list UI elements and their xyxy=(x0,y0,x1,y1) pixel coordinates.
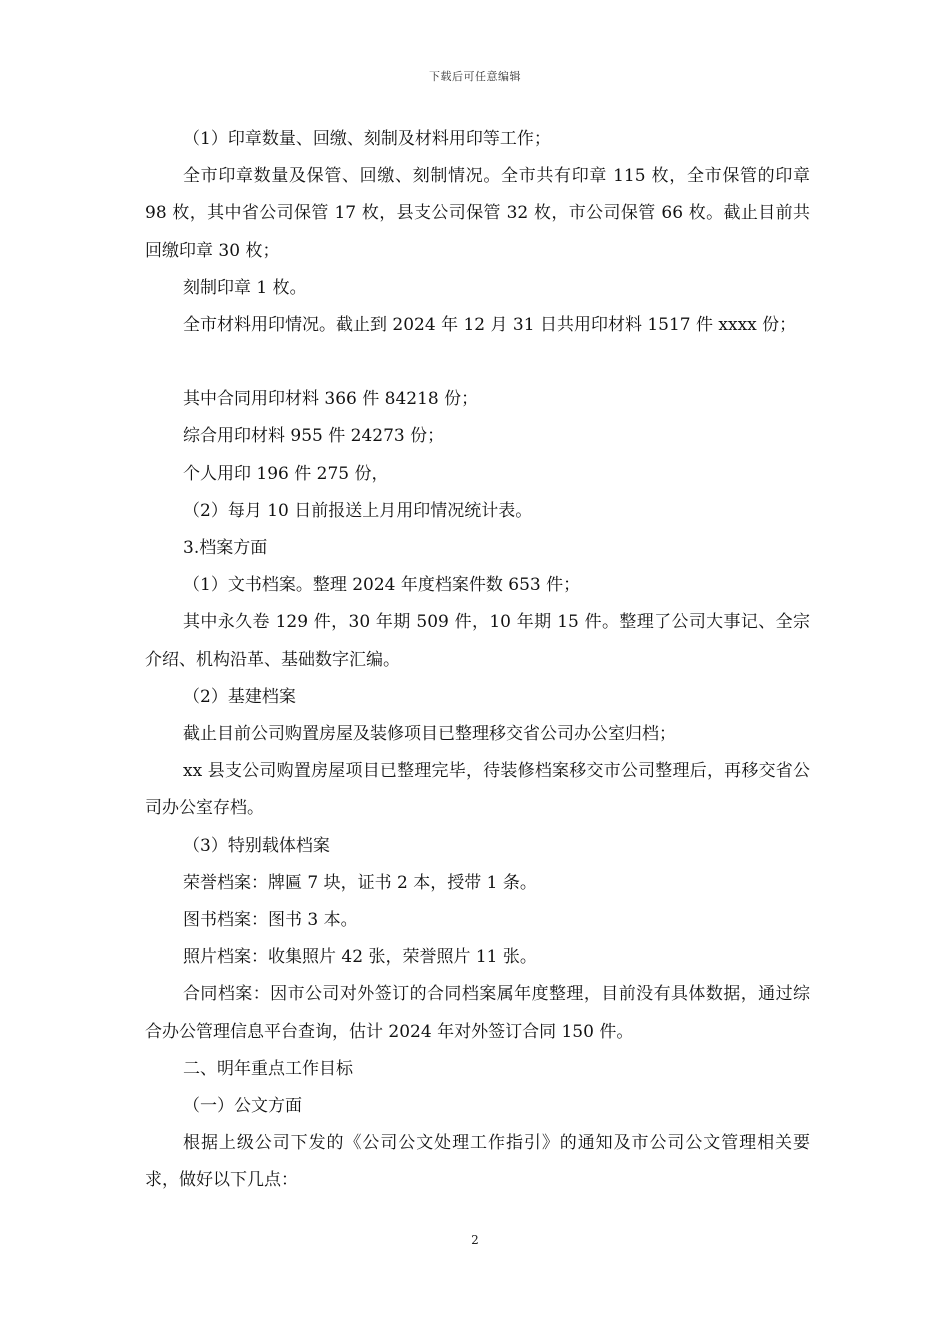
blank-line xyxy=(145,344,810,381)
document-body xyxy=(145,121,810,1200)
subsection-heading: （一）公文方面 xyxy=(183,1096,302,1117)
paragraph: 荣誉档案：牌匾 7 块，证书 2 本，授带 1 条。 xyxy=(183,872,537,893)
page-number: 2 xyxy=(471,1233,479,1247)
paragraph: （1）印章数量、回缴、刻制及材料用印等工作； xyxy=(183,129,551,149)
paragraph: 综合用印材料 955 件 24273 份； xyxy=(183,426,445,447)
paragraph: 根据上级公司下发的《公司公文处理工作指引》的通知及市公司公文管理相关要求，做好以下几点： xyxy=(145,1133,810,1191)
paragraph: 全市印章数量及保管、回缴、刻制情况。全市共有印章 115 枚，全市保管的印章 98 枚，其中省公司保管 17 枚，县支公司保管 32 枚，市公司保管 66 枚。截止目前共回缴印章 30 枚； xyxy=(145,166,810,261)
paragraph: 其中永久卷 129 件，30 年期 509 件，10 年期 15 件。整理了公司大事记、全宗介绍、机构沿革、基础数字汇编。 xyxy=(145,612,810,670)
paragraph: 刻制印章 1 枚。 xyxy=(183,277,307,298)
subsection-heading: （3）特别载体档案 xyxy=(183,835,330,856)
paragraph: 其中合同用印材料 366 件 84218 份； xyxy=(183,389,479,410)
section-heading: 3.档案方面 xyxy=(183,538,268,559)
paragraph: 合同档案：因市公司对外签订的合同档案属年度整理，目前没有具体数据，通过综合办公管理信息平台查询，估计 2024 年对外签订合同 150 件。 xyxy=(145,984,810,1042)
section-heading: 二、明年重点工作目标 xyxy=(183,1058,353,1079)
subsection-heading: （2）基建档案 xyxy=(183,686,296,707)
paragraph: 照片档案：收集照片 42 张，荣誉照片 11 张。 xyxy=(183,947,537,968)
paragraph: （1）文书档案。整理 2024 年度档案件数 653 件； xyxy=(183,575,581,596)
paragraph: 截止目前公司购置房屋及装修项目已整理移交省公司办公室归档； xyxy=(183,724,676,745)
header-note: 下载后可任意编辑 xyxy=(429,70,521,83)
paragraph: （2）每月 10 日前报送上月用印情况统计表。 xyxy=(183,500,533,521)
paragraph: 全市材料用印情况。截止到 2024 年 12 月 31 日共用印材料 1517 件 xxxx 份； xyxy=(183,315,797,336)
paragraph: 个人用印 196 件 275 份， xyxy=(183,463,389,484)
paragraph: xx 县支公司购置房屋项目已整理完毕，待装修档案移交市公司整理后，再移交省公司办公室存档。 xyxy=(145,761,810,819)
paragraph: 图书档案：图书 3 本。 xyxy=(183,910,358,931)
